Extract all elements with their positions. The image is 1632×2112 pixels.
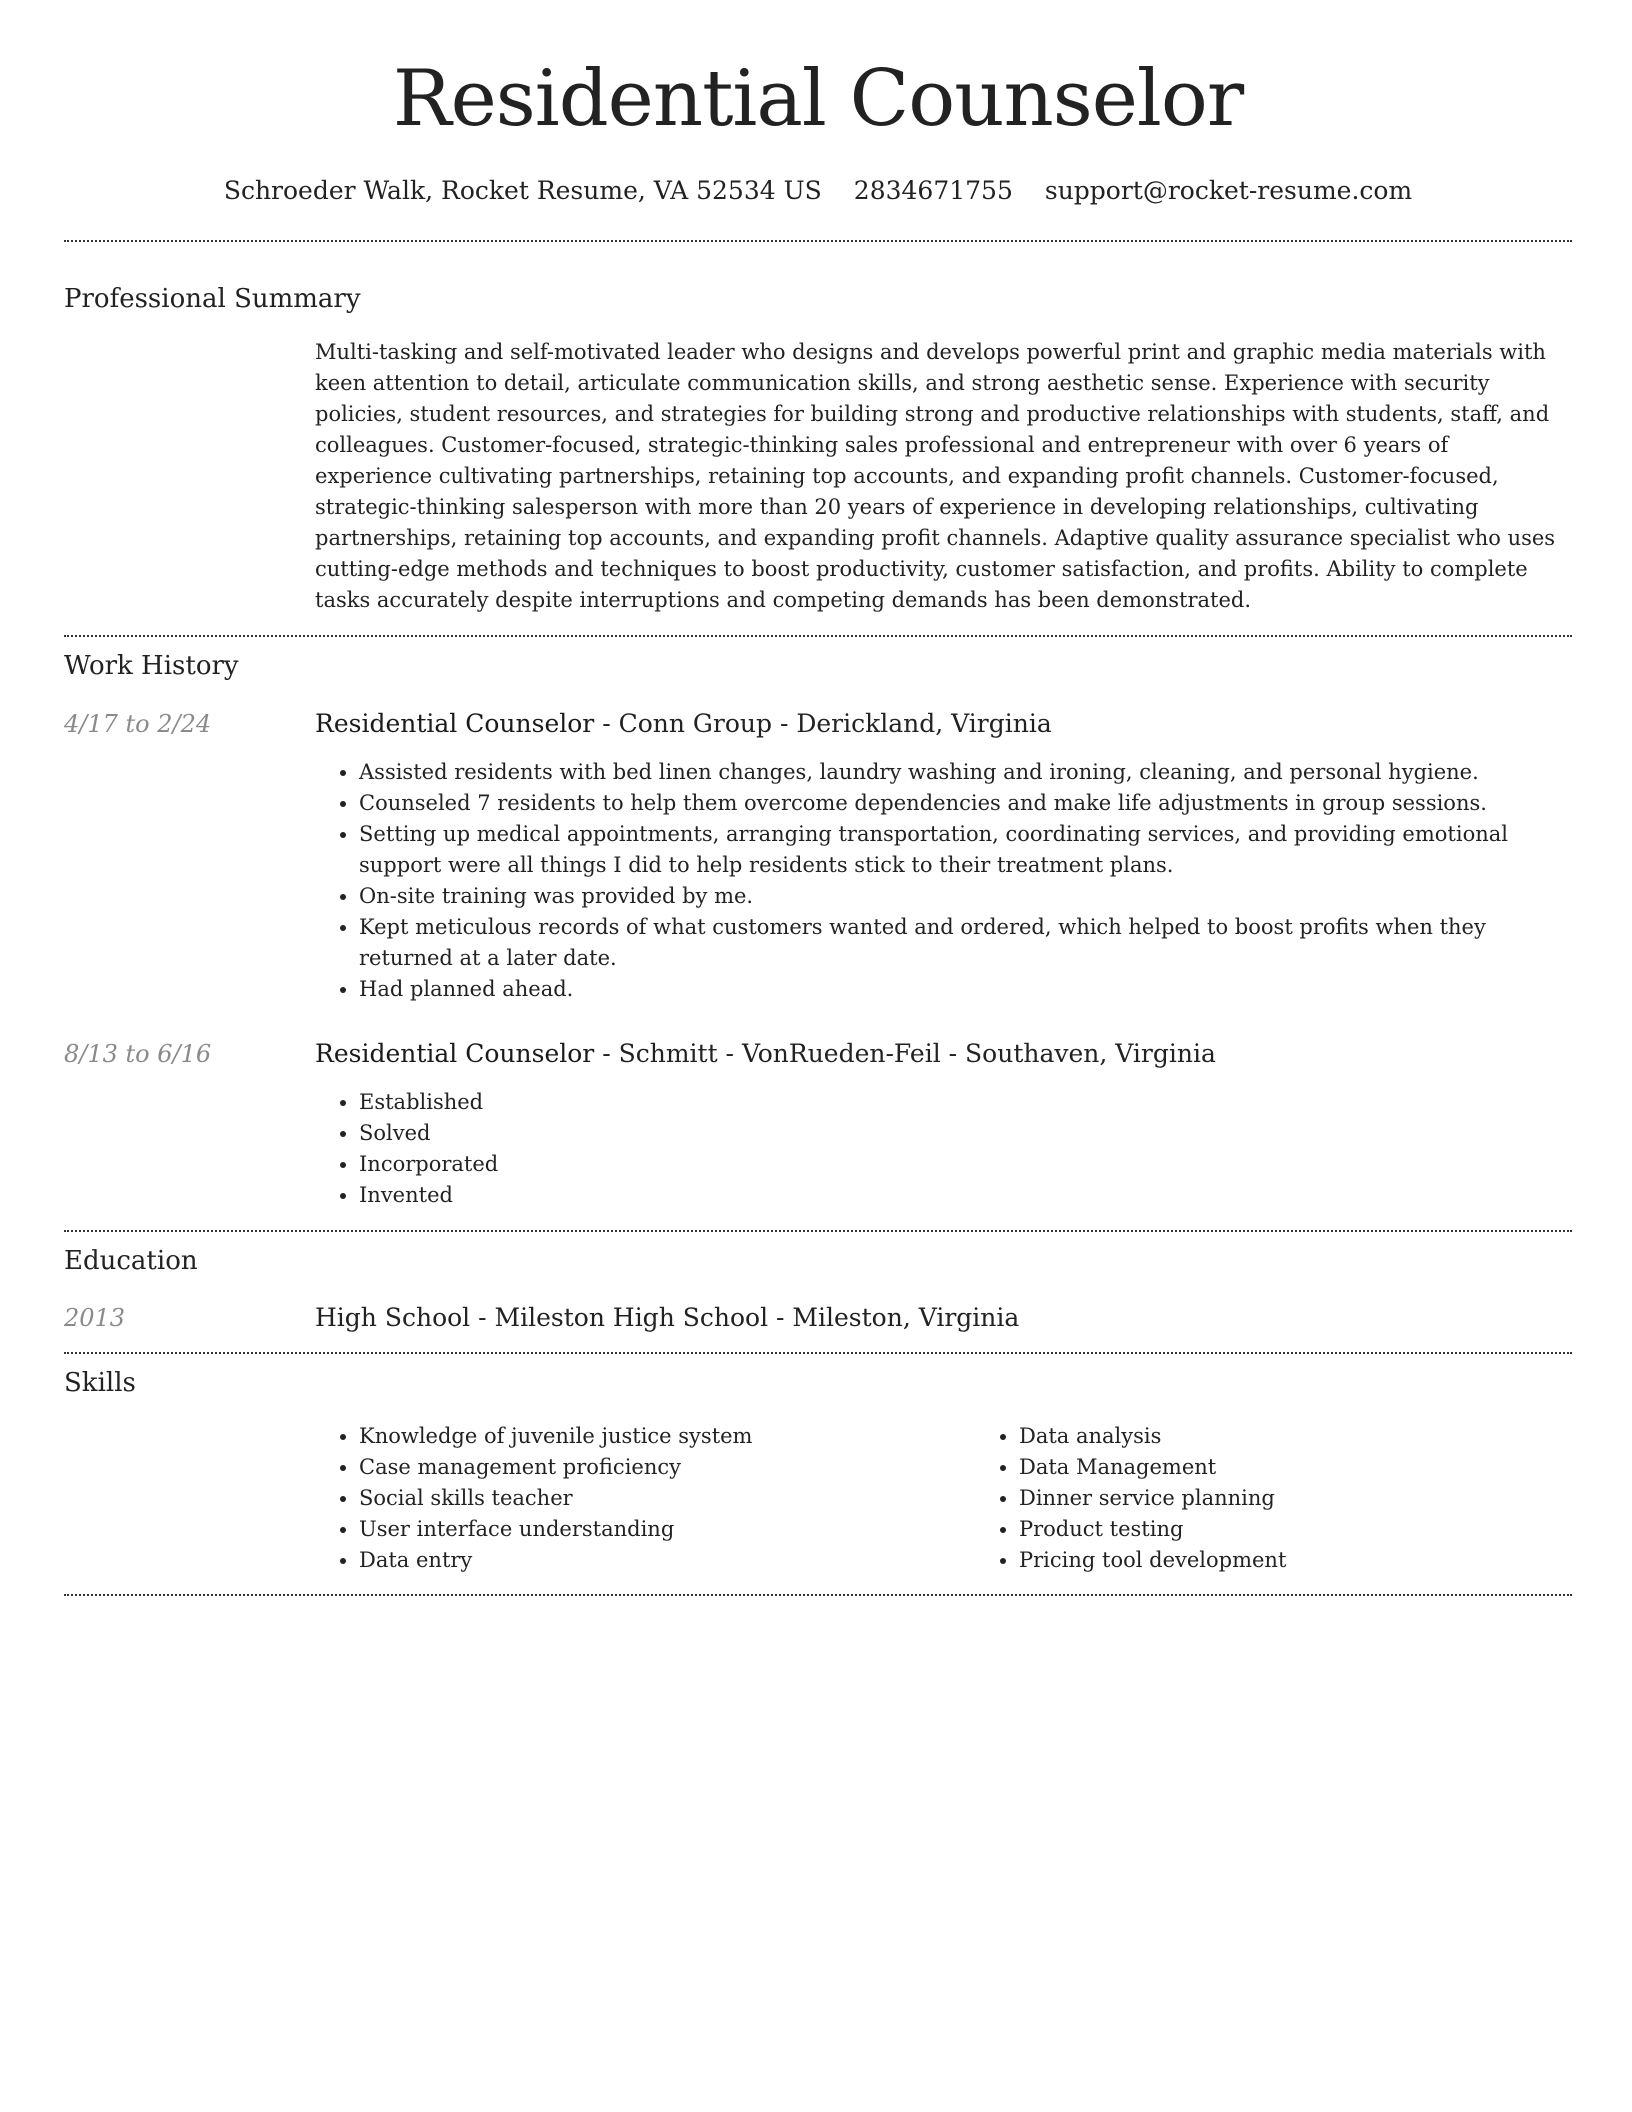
skills-row	[64, 1421, 1572, 1576]
job-bullet: • Kept meticulous records of what customers wanted and ordered, which helped to boost profits when they returned at a later date.	[359, 912, 1572, 974]
section-divider	[64, 240, 1572, 242]
job-employer-location: - Schmitt - VonRueden-Feil - Southaven, Virginia	[594, 1039, 1216, 1068]
skill-item: • Product testing	[1019, 1514, 1632, 1545]
section-divider	[64, 1352, 1572, 1354]
summary-spacer	[64, 337, 315, 616]
job-position: Residential Counselor	[315, 1039, 595, 1068]
work-history-heading: Work History	[64, 651, 239, 681]
skill-item: • Data entry	[359, 1545, 975, 1576]
education-school-location: - Mileston High School - Mileston, Virginia	[470, 1303, 1020, 1332]
skills-list-left	[315, 1421, 975, 1576]
education-heading: Education	[64, 1246, 198, 1276]
skill-item: • Data Management	[1019, 1452, 1632, 1483]
resume-page	[64, 0, 1572, 1596]
job-heading	[315, 1039, 1572, 1069]
skills-heading: Skills	[64, 1368, 136, 1398]
job-dates: 4/17 to 2/24	[64, 710, 212, 738]
skill-item: • Social skills teacher	[359, 1483, 975, 1514]
skill-item: • User interface understanding	[359, 1514, 975, 1545]
job-bullet: • Assisted residents with bed linen changes, laundry washing and ironing, cleaning, and personal hygiene.	[359, 757, 1572, 788]
job-bullet: • Setting up medical appointments, arranging transportation, coordinating services, and providing emotional support were all things I did to help residents stick to their treatment plans.	[359, 819, 1572, 881]
job-bullets	[315, 1087, 1572, 1211]
job-dates: 8/13 to 6/16	[64, 1040, 212, 1068]
section-divider	[64, 1594, 1572, 1596]
job-bullet: • On-site training was provided by me.	[359, 881, 1572, 912]
contact-phone: 2834671755	[853, 176, 1013, 205]
contact-address: Schroeder Walk, Rocket Resume, VA 52534 US	[223, 176, 822, 205]
job-bullet: • Had planned ahead.	[359, 974, 1572, 1005]
skill-item: • Data analysis	[1019, 1421, 1632, 1452]
job-bullets	[315, 757, 1572, 1005]
section-divider	[64, 1230, 1572, 1232]
summary-heading: Professional Summary	[64, 284, 361, 314]
job-bullet: • Incorporated	[359, 1149, 1572, 1180]
skill-item: • Pricing tool development	[1019, 1545, 1632, 1576]
job-bullet: • Established	[359, 1087, 1572, 1118]
education-date: 2013	[64, 1304, 126, 1332]
skills-spacer	[64, 1421, 315, 1576]
job-bullet: • Counseled 7 residents to help them overcome dependencies and make life adjustments in group sessions.	[359, 788, 1572, 819]
candidate-name: Residential Counselor	[392, 54, 1244, 144]
skill-item: • Dinner service planning	[1019, 1483, 1632, 1514]
job-position: Residential Counselor	[315, 709, 595, 738]
job-entry	[64, 1039, 1572, 1211]
contact-email: support@rocket-resume.com	[1044, 176, 1413, 205]
education-degree: High School	[315, 1303, 471, 1332]
section-divider	[64, 635, 1572, 637]
education-entry	[64, 1303, 1572, 1333]
skill-item: • Knowledge of juvenile justice system	[359, 1421, 975, 1452]
job-bullet: • Invented	[359, 1180, 1572, 1211]
summary-row	[64, 337, 1572, 616]
contact-line	[64, 176, 1572, 206]
skill-item: • Case management proficiency	[359, 1452, 975, 1483]
job-bullet: • Solved	[359, 1118, 1572, 1149]
skills-list-right	[975, 1421, 1632, 1576]
job-heading	[315, 709, 1572, 739]
summary-text: Multi-tasking and self-motivated leader who designs and develops powerful print and graphic media materials with keen attention to detail, articulate communication skills, and strong aesthetic sense. Experience with security policies, student resources, and strategies for building strong and productive relationships with students, staff, and colleagues. Customer-focused, strategic-thinking sales professional and entrepreneur with over 6 years of experience cultivating partnerships, retaining top accounts, and expanding profit channels. Customer-focused, strategic-thinking salesperson with more than 20 years of experience in developing relationships, cultivating partnerships, retaining top accounts, and expanding profit channels. Adaptive quality assurance specialist who uses cutting-edge methods and techniques to boost productivity, customer satisfaction, and profits. Ability to complete tasks accurately despite interruptions and competing demands has been demonstrated.	[315, 340, 1556, 612]
job-employer-location: - Conn Group - Derickland, Virginia	[594, 709, 1052, 738]
job-entry	[64, 709, 1572, 1005]
education-heading-line	[315, 1303, 1572, 1333]
